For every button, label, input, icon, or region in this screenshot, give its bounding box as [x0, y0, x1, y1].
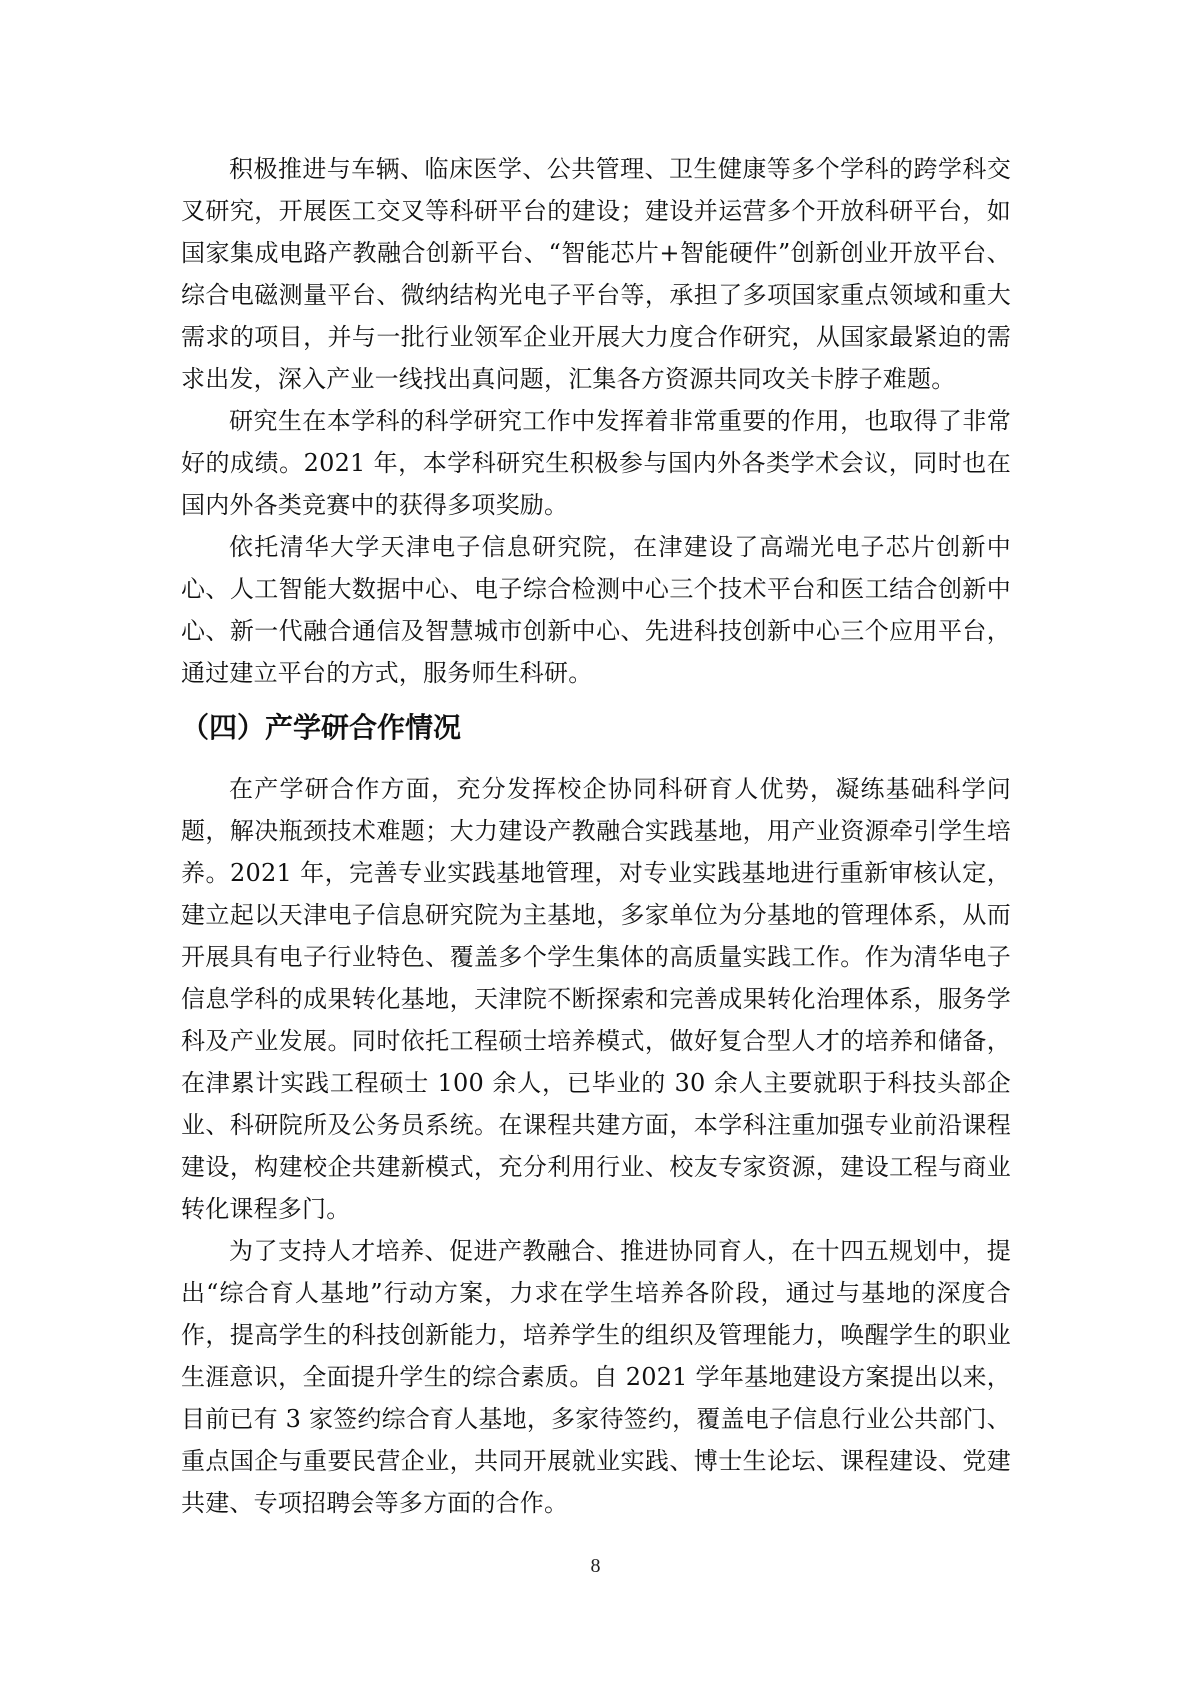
paragraph-cross-discipline: 积极推进与车辆、临床医学、公共管理、卫生健康等多个学科的跨学科交叉研究，开展医工交叉等科研平台的建设；建设并运营多个开放科研平台，如国家集成电路产教融合创新平台、“智能芯片+智能硬件”创新创业开放平台、综合电磁测量平台、微纳结构光电子平台等，承担了多项国家重点领域和重大需求的项目，并与一批行业领军企业开展大力度合作研究，从国家最紧迫的需求出发，深入产业一线找出真问题，汇集各方资源共同攻关卡脖子难题。 [181, 155, 1011, 393]
section-heading: （四）产学研合作情况 [181, 711, 462, 744]
paragraph-tianjin-institute: 依托清华大学天津电子信息研究院，在津建设了高端光电子芯片创新中心、人工智能大数据中心、电子综合检测中心三个技术平台和医工结合创新中心、新一代融合通信及智慧城市创新中心、先进科技创新中心三个应用平台，通过建立平台的方式，服务师生科研。 [181, 533, 1011, 687]
paragraph-industry-cooperation: 在产学研合作方面，充分发挥校企协同科研育人优势，凝练基础科学问题，解决瓶颈技术难题；大力建设产教融合实践基地，用产业资源牵引学生培养。2021 年，完善专业实践基地管理，对专业实践基地进行重新审核认定，建立起以天津电子信息研究院为主基地，多家单位为分基地的管理体系，从而开展具有电子行业特色、覆盖多个学生集体的高质量实践工作。作为清华电子信息学科的成果转化基地，天津院不断探索和完善成果转化治理体系，服务学科及产业发展。同时依托工程硕士培养模式，做好复合型人才的培养和储备，在津累计实践工程硕士 100 余人，已毕业的 30 余人主要就职于科技头部企业、科研院所及公务员系统。在课程共建方面，本学科注重加强专业前沿课程建设，构建校企共建新模式，充分利用行业、校友专家资源，建设工程与商业转化课程多门。 [181, 775, 1011, 1223]
paragraph-education-base: 为了支持人才培养、促进产教融合、推进协同育人，在十四五规划中，提出“综合育人基地”行动方案，力求在学生培养各阶段，通过与基地的深度合作，提高学生的科技创新能力，培养学生的组织及管理能力，唤醒学生的职业生涯意识，全面提升学生的综合素质。自 2021 学年基地建设方案提出以来，目前已有 3 家签约综合育人基地，多家待签约，覆盖电子信息行业公共部门、重点国企与重要民营企业，共同开展就业实践、博士生论坛、课程建设、党建共建、专项招聘会等多方面的合作。 [181, 1237, 1011, 1517]
paragraph-graduate-research: 研究生在本学科的科学研究工作中发挥着非常重要的作用，也取得了非常好的成绩。2021 年，本学科研究生积极参与国内外各类学术会议，同时也在国内外各类竞赛中的获得多项奖励。 [181, 407, 1011, 519]
page-number: 8 [590, 1555, 601, 1577]
page-content [181, 148, 1011, 1524]
